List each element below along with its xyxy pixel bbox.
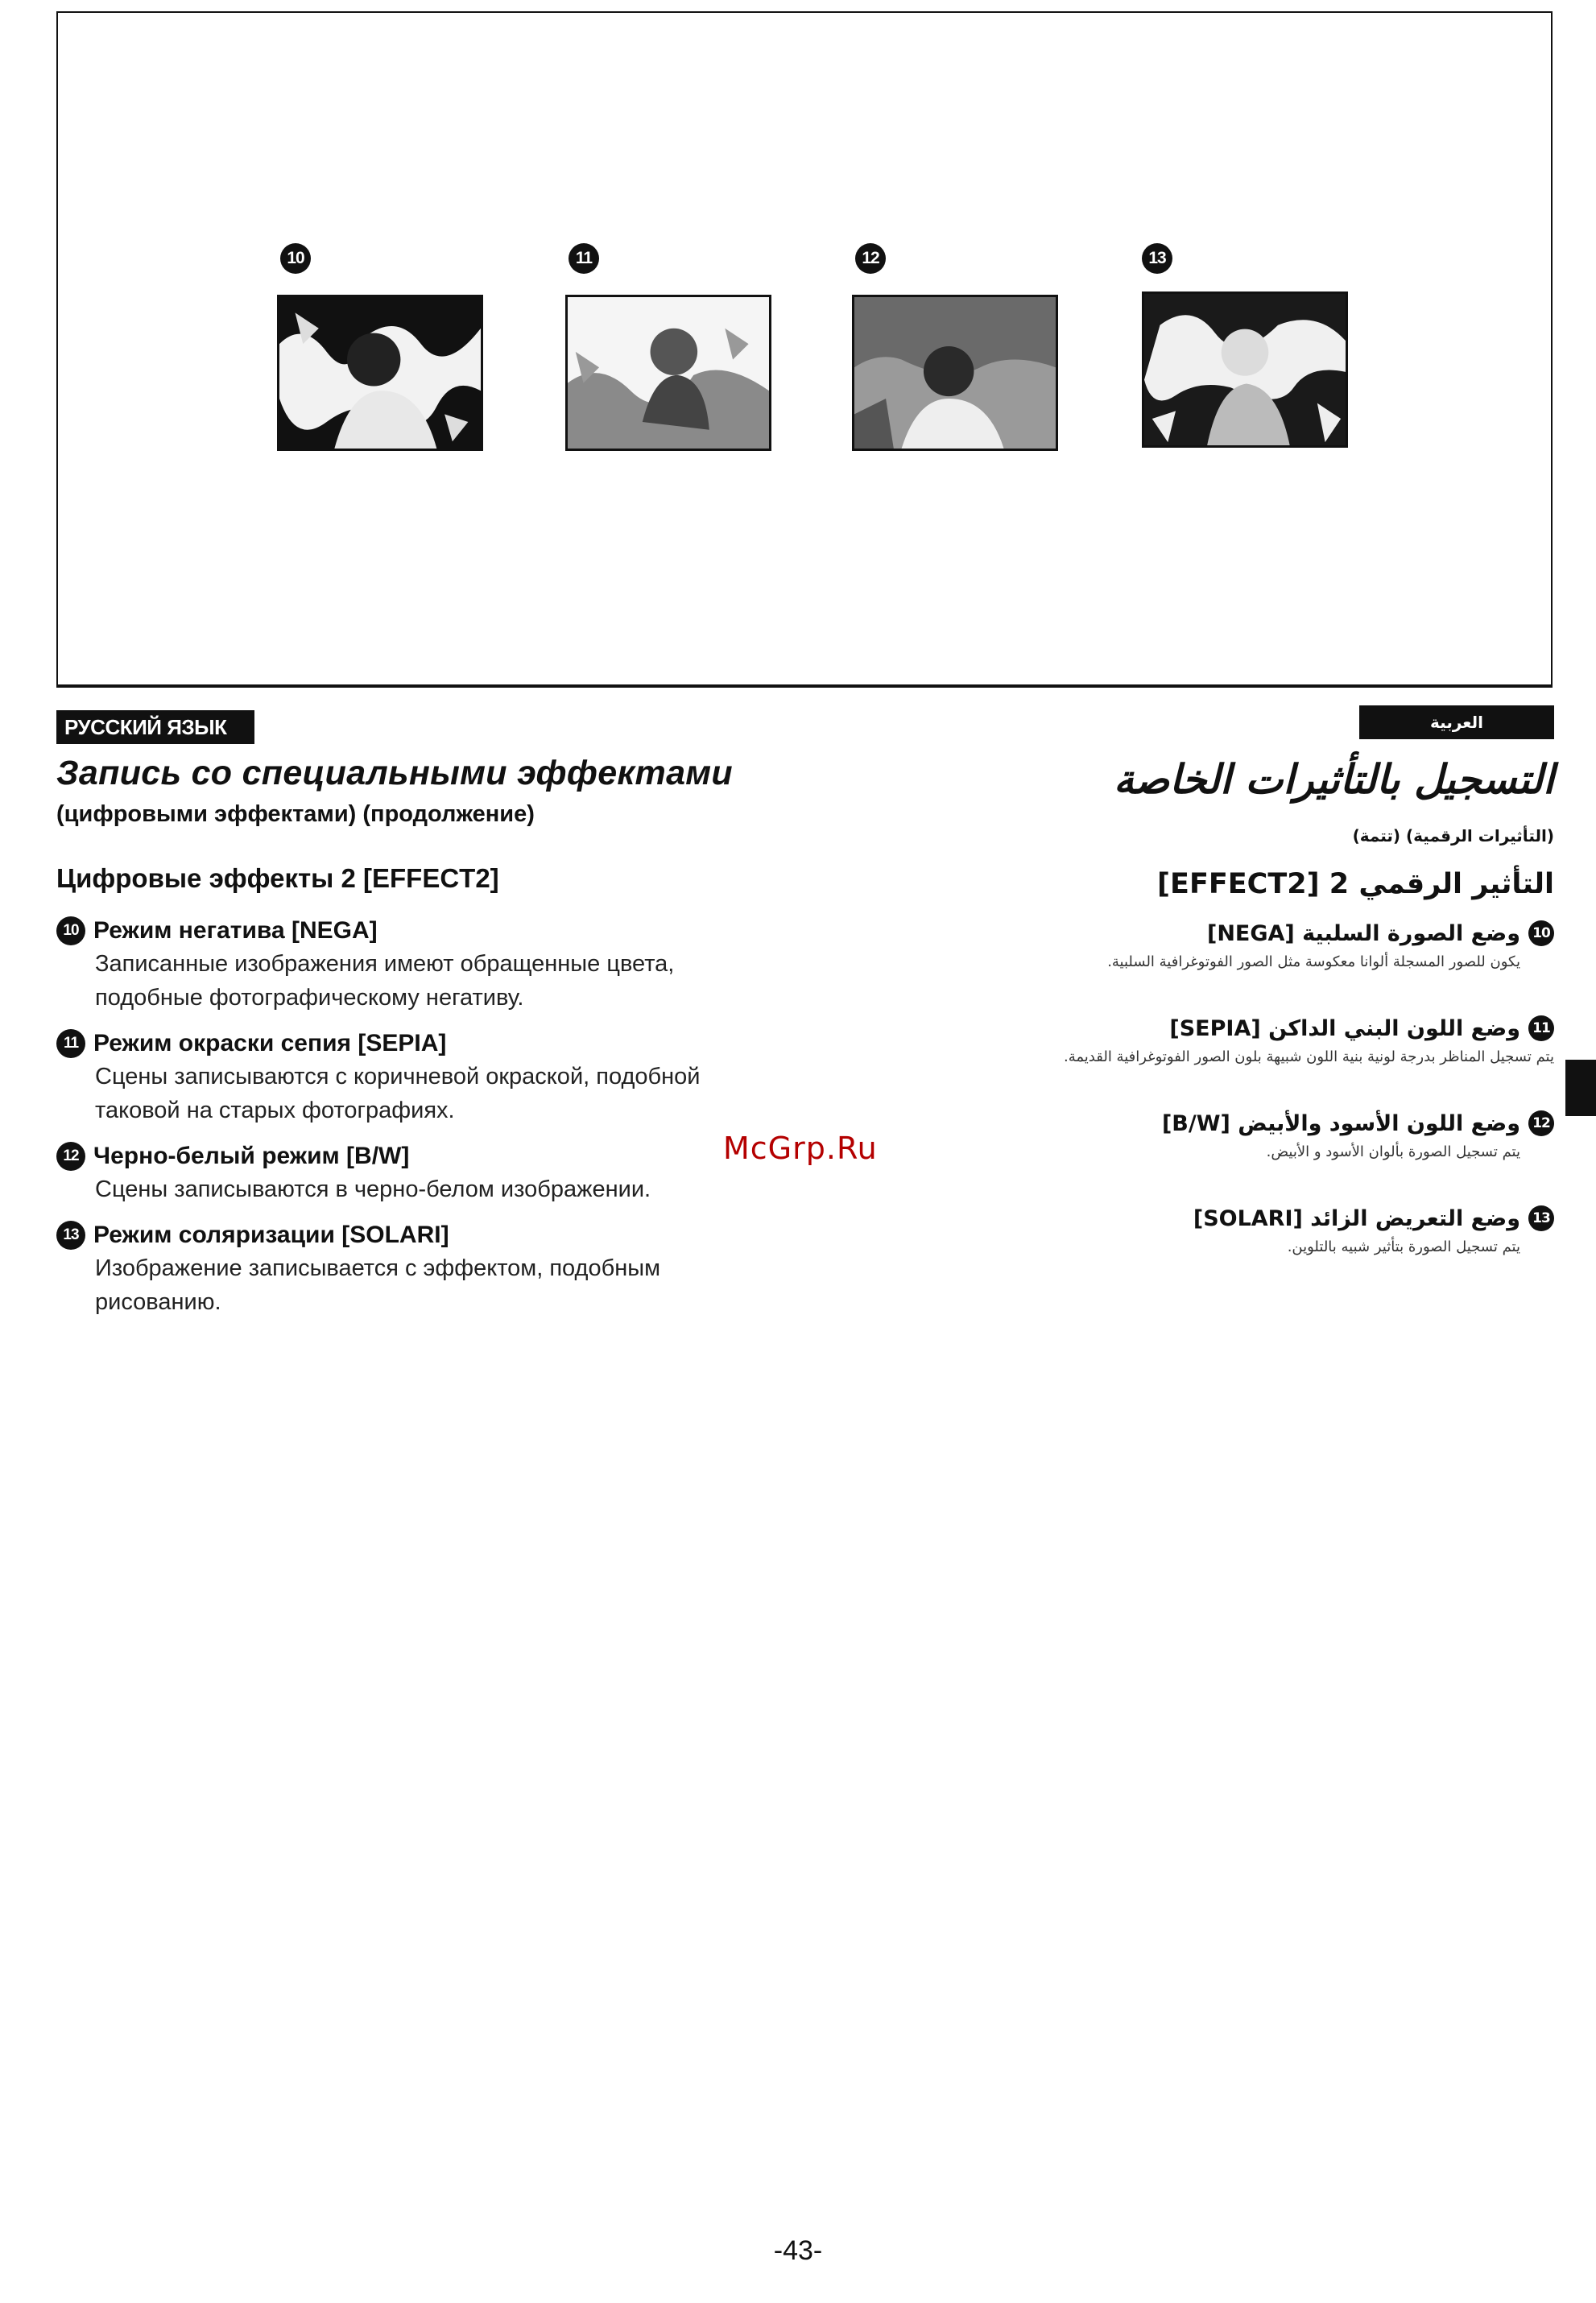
item-title: وضع الصورة السلبية [NEGA] <box>1206 920 1520 946</box>
page-title-arabic: التسجيل بالتأثيرات الخاصة <box>1113 755 1554 803</box>
item-description: يتم تسجيل الصورة بألوان الأسود و الأبيض. <box>1266 1143 1520 1160</box>
figure-number-13: 13 <box>1142 243 1172 274</box>
item-description: Сцены записываются в черно-белом изображении. <box>95 1176 651 1202</box>
section-heading-arabic: التأثير الرقمي 2 [EFFECT2] <box>1157 868 1554 900</box>
item-description: يتم تسجيل المناظر بدرجة لونية بنية اللون شبيهة بلون الصور الفوتوغرافية القديمة. <box>1064 1048 1554 1065</box>
item-number-icon: 10 <box>1528 920 1554 946</box>
photo-nega <box>277 295 483 451</box>
mode-item-solari-ru <box>56 1219 781 1319</box>
figure-number-12: 12 <box>855 243 886 274</box>
item-number-icon: 10 <box>56 916 85 945</box>
mode-item-bw-ar <box>894 1108 1554 1166</box>
item-title: Режим окраски сепия [SEPIA] <box>93 1030 447 1056</box>
page-number: -43- <box>773 2235 823 2266</box>
item-number-icon: 11 <box>56 1029 85 1058</box>
item-number-icon: 12 <box>1528 1110 1554 1136</box>
figure-number-11: 11 <box>569 243 599 274</box>
figure-number-10: 10 <box>280 243 311 274</box>
section-heading-russian: Цифровые эффекты 2 [EFFECT2] <box>56 863 499 893</box>
item-title: Режим негатива [NEGA] <box>93 917 378 944</box>
mode-item-bw-ru <box>56 1140 781 1206</box>
item-description: Изображение записывается с эффектом, подобным рисованию. <box>95 1255 661 1315</box>
item-description: Сцены записываются с коричневой окраской, подобной таковой на старых фотографиях. <box>95 1064 701 1123</box>
item-title: Режим соляризации [SOLARI] <box>93 1222 449 1248</box>
item-number-icon: 11 <box>1528 1015 1554 1041</box>
mode-item-nega-ar <box>894 918 1554 976</box>
item-number-icon: 13 <box>56 1221 85 1250</box>
mode-item-nega-ru <box>56 915 781 1015</box>
photo-bw <box>852 295 1058 451</box>
item-title: وضع اللون البني الداكن [SEPIA] <box>1169 1015 1520 1041</box>
item-title: وضع اللون الأسود والأبيض [B/W] <box>1161 1110 1520 1136</box>
photo-solari <box>1142 291 1348 448</box>
language-label-arabic: العربية <box>1359 705 1554 739</box>
mode-item-solari-ar <box>894 1203 1554 1261</box>
page-subtitle-arabic: (التأثيرات الرقمية) (تتمة) <box>1352 826 1554 846</box>
page-title-russian: Запись со специальными эффектами <box>56 754 733 792</box>
page-subtitle-russian: (цифровыми эффектами) (продолжение) <box>56 801 535 827</box>
watermark: McGrp.Ru <box>723 1131 878 1166</box>
section-edge-tab <box>1565 1060 1596 1116</box>
mode-item-sepia-ru <box>56 1027 781 1127</box>
item-number-icon: 12 <box>56 1142 85 1171</box>
item-title: Черно-белый режим [B/W] <box>93 1143 410 1169</box>
item-title: وضع التعريض الزائد [SOLARI] <box>1193 1205 1520 1231</box>
item-description: يتم تسجيل الصورة بتأثير شبيه بالتلوين. <box>1287 1238 1520 1255</box>
illustration-frame <box>56 11 1553 688</box>
item-number-icon: 13 <box>1528 1205 1554 1231</box>
photo-sepia <box>565 295 771 451</box>
language-label-russian: РУССКИЙ ЯЗЫК <box>56 710 254 744</box>
item-description: يكون للصور المسجلة ألوانا معكوسة مثل الصور الفوتوغرافية السلبية. <box>1107 953 1520 970</box>
mode-item-sepia-ar <box>894 1013 1554 1071</box>
item-description: Записанные изображения имеют обращенные цвета, подобные фотографическому негативу. <box>95 951 675 1011</box>
